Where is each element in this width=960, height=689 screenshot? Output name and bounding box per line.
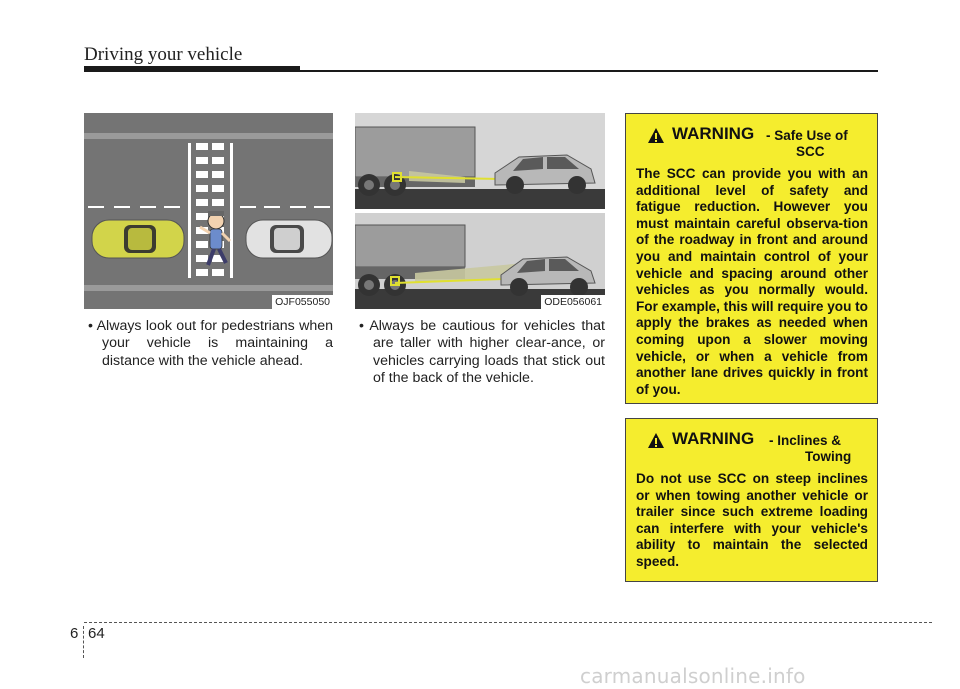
warning-triangle-icon (647, 432, 665, 449)
figure-code: ODE056061 (541, 295, 605, 309)
watermark: carmanualsonline.info (580, 664, 806, 688)
white-car-icon (246, 220, 332, 258)
warning-header (636, 429, 868, 471)
warning-label: WARNING (672, 124, 755, 143)
footer-rule (84, 622, 932, 623)
page-number: 64 (88, 625, 105, 642)
crosswalk-illustration (84, 113, 333, 309)
bullet-tall-vehicles: • Always be cautious for vehicles that are taller with higher clear-ance, or vehicles carrying loads that stick out of the back of the vehicle. (359, 318, 605, 386)
warning-box-safe-use (625, 113, 878, 404)
warning-body: Do not use SCC on steep inclines or when towing another vehicle or trailer since such extreme loading can interfere with your vehicle's ability to maintain the selected speed. (636, 471, 868, 569)
bullet-pedestrians: • Always look out for pedestrians when your vehicle is maintaining a distance with the vehicle ahead. (88, 318, 333, 369)
figure-code: OJF055050 (272, 295, 333, 309)
header-title: Driving your vehicle (84, 44, 243, 65)
warning-subtitle: - Inclines & Towing (769, 433, 852, 464)
yellow-car-icon (92, 220, 184, 258)
warning-header (636, 124, 868, 166)
truck-clearance-illustration (355, 113, 605, 309)
warning-label: WARNING (672, 429, 755, 448)
warning-box-inclines-towing (625, 418, 878, 582)
bullet-text: Always be cautious for vehicles that are taller with higher clear-ance, or vehicles carrying loads that stick out of the back of the vehicle. (369, 318, 605, 386)
figure-pedestrian-crosswalk (84, 113, 333, 309)
footer-tick (83, 626, 84, 658)
bullet-text: Always look out for pedestrians when your vehicle is maintaining a distance with the vehicle ahead. (96, 318, 333, 369)
header-rule (300, 70, 878, 72)
warning-subtitle: - Safe Use of SCC (766, 128, 848, 159)
header-bar (84, 66, 300, 72)
warning-triangle-icon (647, 127, 665, 144)
section-number: 6 (70, 625, 79, 642)
warning-body: The SCC can provide you with an additional level of safety and fatigue reduction. However you must maintain careful observa-tion of the roadway in front and around you and maintain control of your vehicle and spacing around other vehicles as you normally would. For example, this will require you to apply the brakes as needed when coming upon a slower moving vehicle, or when a vehicle from another lane drives quickly in front of you. (636, 166, 868, 397)
figure-tall-vehicle (355, 113, 605, 309)
